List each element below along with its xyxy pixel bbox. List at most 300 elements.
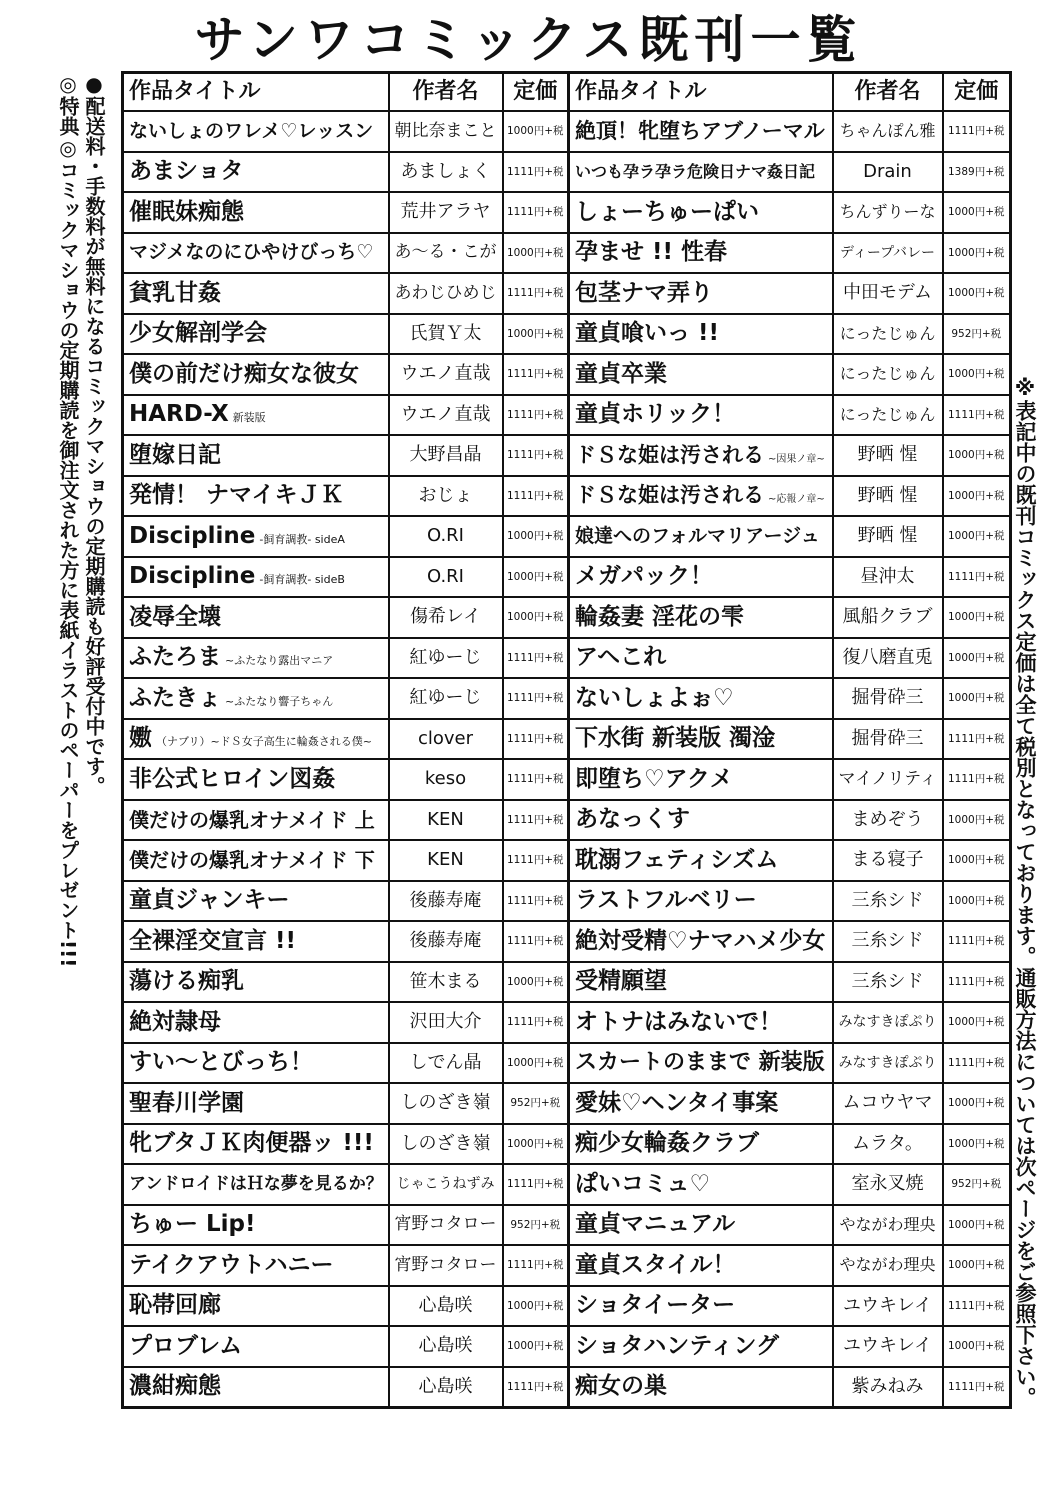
price-right-text: 1111円+税 (947, 975, 1005, 988)
table-row (123, 1043, 1011, 1084)
table-row (123, 435, 1011, 476)
author-left (389, 192, 503, 233)
price-left-text: 1111円+税 (506, 408, 564, 421)
title-right-text: ショタハンティング (575, 1332, 780, 1359)
title-right-text: アヘこれ (575, 644, 667, 671)
author-left (389, 638, 503, 679)
table-row (123, 314, 1011, 355)
author-left-text: 荒井アラヤ (400, 201, 491, 223)
author-left-text: clover (417, 727, 474, 749)
author-right-text: まる寝子 (851, 849, 924, 871)
price-left (503, 435, 569, 476)
author-left-text: 氏賀Ｙ太 (409, 322, 482, 344)
table-row (123, 759, 1011, 800)
table-row (123, 800, 1011, 841)
title-right (569, 638, 833, 679)
price-left (503, 152, 569, 193)
title-right (569, 800, 833, 841)
title-right (569, 1367, 833, 1408)
title-right (569, 1002, 833, 1043)
title-right (569, 111, 833, 152)
price-right (943, 800, 1011, 841)
author-right-text: ちゃんぽん雅 (839, 121, 936, 141)
price-left-text: 1111円+税 (506, 165, 564, 178)
author-left (389, 314, 503, 355)
title-right (569, 1043, 833, 1084)
title-right-text: 童貞ホリック！ (575, 401, 736, 428)
title-right-text: いつも孕ラ孕ラ危険日ナマ姦日記 (575, 161, 816, 181)
table-row (123, 881, 1011, 922)
price-right-text: 1000円+税 (947, 611, 1005, 623)
author-left (389, 962, 503, 1003)
author-left (389, 1245, 503, 1286)
title-right-text: ぱいコミュ♡ (575, 1170, 711, 1197)
author-right (833, 1286, 943, 1327)
price-left-text: 1000円+税 (506, 327, 564, 340)
price-right-text: 1000円+税 (947, 1097, 1005, 1109)
title-left-text: 牝ブタＪＫ肉便器ッ !!! (129, 1130, 374, 1157)
author-left-text: 後藤寿庵 (409, 889, 482, 911)
author-left (389, 1286, 503, 1327)
price-left-text: 1000円+税 (506, 530, 564, 542)
author-left-text: しでん晶 (409, 1051, 482, 1073)
author-left (389, 719, 503, 760)
price-right (943, 435, 1011, 476)
author-right (833, 516, 943, 557)
table-row (123, 921, 1011, 962)
title-left-text: 聖春川学園 (129, 1089, 244, 1116)
title-left (123, 840, 389, 881)
author-left (389, 152, 503, 193)
author-right-text: 掘骨砕三 (851, 687, 924, 709)
author-right (833, 314, 943, 355)
title-right (569, 233, 833, 274)
price-right (943, 152, 1011, 193)
author-right (833, 476, 943, 517)
title-right (569, 881, 833, 922)
table-row (123, 1367, 1011, 1408)
author-left (389, 1124, 503, 1165)
title-left-text: 堕嫁日記 (129, 441, 221, 468)
title-right (569, 1326, 833, 1367)
author-right (833, 1205, 943, 1246)
price-right-text: 1000円+税 (947, 1259, 1005, 1271)
title-left-text: HARD-X (129, 401, 229, 428)
title-right (569, 719, 833, 760)
author-right-text: 三糸シド (851, 930, 924, 952)
author-left (389, 395, 503, 436)
author-left-text: ウエノ直哉 (400, 363, 491, 385)
title-right-text: 耽溺フェティシズム (575, 846, 779, 873)
left-note-bonus: ◎特典◎コミックマショウの定期購読を御注文された方に表紙イラストのペーパーをプレゼント!!! (56, 72, 80, 968)
price-left (503, 800, 569, 841)
price-left (503, 273, 569, 314)
author-left (389, 476, 503, 517)
author-left-text: KEN (427, 849, 464, 871)
table-row (123, 1083, 1011, 1124)
table-row (123, 192, 1011, 233)
price-right-text: 1000円+税 (947, 854, 1005, 866)
author-left (389, 881, 503, 922)
price-right (943, 354, 1011, 395)
title-left-text: 僕だけの爆乳オナメイド 下 (129, 848, 375, 873)
price-left (503, 881, 569, 922)
price-left (503, 840, 569, 881)
author-right-text: にったじゅん (839, 404, 936, 424)
author-right-text: ユウキレイ (843, 1294, 932, 1316)
author-left (389, 921, 503, 962)
title-left (123, 921, 389, 962)
table-row (123, 152, 1011, 193)
author-right (833, 1083, 943, 1124)
author-right (833, 719, 943, 760)
title-left (123, 1326, 389, 1367)
price-left-text: 1111円+税 (506, 1259, 564, 1271)
title-left (123, 152, 389, 193)
title-right (569, 759, 833, 800)
price-right (943, 192, 1011, 233)
title-right (569, 678, 833, 719)
price-right (943, 759, 1011, 800)
author-left-text: 宵野コタロー (394, 1254, 497, 1275)
price-left-text: 1111円+税 (506, 935, 564, 947)
title-right-text: 愛妹♡ヘンタイ事案 (575, 1089, 779, 1116)
title-right-text: 童貞スタイル！ (575, 1251, 736, 1278)
author-left-text: おじょ (418, 484, 473, 506)
price-left (503, 638, 569, 679)
author-right (833, 354, 943, 395)
title-right-text: 即堕ち♡アクメ (575, 765, 733, 792)
author-right-text: 中田モデム (842, 282, 933, 304)
price-left-text: 1111円+税 (506, 813, 564, 826)
title-left-text: あまショタ (129, 158, 244, 185)
title-right (569, 1205, 833, 1246)
price-right-text: 1000円+税 (947, 530, 1005, 542)
price-right (943, 1326, 1011, 1367)
price-right (943, 881, 1011, 922)
table-row (123, 354, 1011, 395)
price-left-text: 952円+税 (510, 1097, 561, 1109)
price-left-text: 1000円+税 (506, 1299, 564, 1312)
price-right-text: 1111円+税 (947, 732, 1005, 745)
author-left-text: ウエノ直哉 (400, 403, 491, 425)
title-left-text: 少女解剖学会 (129, 320, 267, 347)
price-right-text: 1000円+税 (947, 206, 1005, 218)
author-right-text: みなすきぽぷり (838, 1054, 937, 1071)
price-right-text: 1111円+税 (947, 570, 1005, 583)
title-left-text: 発情！ ナマイキＪＫ (129, 482, 344, 509)
price-right-text: 1000円+税 (947, 489, 1005, 502)
author-right-text: ユウキレイ (843, 1335, 932, 1357)
price-left (503, 354, 569, 395)
table-row (123, 1124, 1011, 1165)
price-right-text: 1389円+税 (947, 165, 1005, 178)
title-left-subtitle: ~ふたなり露出マニア (225, 654, 334, 668)
author-right-text: 三糸シド (851, 889, 924, 911)
table-row (123, 395, 1011, 436)
price-right (943, 597, 1011, 638)
price-right (943, 638, 1011, 679)
author-right (833, 233, 943, 274)
price-right (943, 111, 1011, 152)
author-right (833, 1002, 943, 1043)
author-right-text: 昼沖太 (860, 565, 915, 587)
author-right (833, 1367, 943, 1408)
title-left (123, 354, 389, 395)
price-right-text: 1111円+税 (947, 773, 1005, 785)
author-left (389, 1367, 503, 1408)
price-left-text: 1111円+税 (506, 287, 564, 299)
title-left-text: マジメなのにひやけびっち♡ (129, 241, 374, 264)
title-right-text: 絶対受精♡ナマハメ少女 (575, 927, 826, 954)
price-right (943, 273, 1011, 314)
author-left-text: あわじひめじ (394, 282, 497, 303)
price-right-text: 1111円+税 (947, 1380, 1005, 1393)
title-left-text: 僕の前だけ痴女な彼女 (129, 360, 359, 387)
author-right (833, 111, 943, 152)
price-right (943, 1164, 1011, 1205)
author-right-text: まめぞう (851, 808, 924, 830)
title-left-text: ふたきょ (129, 684, 221, 711)
price-right-text: 1000円+税 (947, 1137, 1005, 1150)
title-right (569, 273, 833, 314)
author-left (389, 840, 503, 881)
title-left-text: 凌辱全壊 (129, 603, 221, 630)
title-right-text: ドＳな姫は汚される (575, 483, 764, 508)
title-right-text: あなっくす (575, 806, 690, 833)
price-left (503, 192, 569, 233)
table-row (123, 678, 1011, 719)
author-right-text: 三糸シド (851, 970, 924, 992)
title-right-text: ショタイーター (575, 1292, 736, 1319)
title-right-text: スカートのままで 新装版 (575, 1049, 825, 1075)
price-left (503, 233, 569, 274)
title-left (123, 395, 389, 436)
author-right-text: マイノリティ (838, 768, 937, 789)
title-right (569, 1124, 833, 1165)
author-right-text: ちんずりーな (839, 202, 936, 222)
author-left (389, 800, 503, 841)
table-row (123, 1245, 1011, 1286)
title-left (123, 1083, 389, 1124)
author-right (833, 1124, 943, 1165)
title-left (123, 1286, 389, 1327)
price-left-text: 1111円+税 (506, 1016, 564, 1028)
table-row (123, 476, 1011, 517)
title-left-text: Discipline (129, 563, 256, 590)
table-row (123, 233, 1011, 274)
title-left-text: ちゅー Lip! (129, 1211, 256, 1238)
author-right (833, 881, 943, 922)
title-right-text: 絶頂！牝堕ちアブノーマル (575, 118, 825, 143)
price-left (503, 1164, 569, 1205)
title-left-text: 絶対隷母 (129, 1008, 221, 1035)
price-right-text: 1000円+税 (947, 246, 1005, 259)
author-left-text: 笹木まる (409, 970, 482, 992)
price-right (943, 1367, 1011, 1408)
header-price-right: 定価 (943, 73, 1011, 112)
title-right (569, 516, 833, 557)
author-left (389, 435, 503, 476)
price-right-text: 1111円+税 (947, 1299, 1005, 1312)
title-right-text: しょーちゅーぱい (575, 198, 759, 225)
price-right-text: 1111円+税 (947, 1056, 1005, 1069)
price-left-text: 1000円+税 (506, 570, 564, 583)
title-right (569, 1083, 833, 1124)
table-row (123, 638, 1011, 679)
author-right-text: 風船クラブ (842, 606, 933, 628)
author-right-text: 野晒 惺 (857, 525, 918, 547)
title-left (123, 273, 389, 314)
title-left-text: ないしょのワレメ♡レッスン (129, 119, 374, 142)
title-left (123, 435, 389, 476)
price-right-text: 1000円+税 (947, 651, 1005, 664)
author-left-text: 傷希レイ (409, 606, 482, 628)
price-left-text: 1111円+税 (506, 368, 564, 380)
price-right (943, 516, 1011, 557)
price-left (503, 962, 569, 1003)
price-right-text: 952円+税 (951, 327, 1002, 340)
title-right (569, 314, 833, 355)
author-right (833, 1326, 943, 1367)
title-right (569, 1245, 833, 1286)
header-author-left: 作者名 (389, 73, 503, 112)
table-row (123, 1164, 1011, 1205)
title-left-text: 童貞ジャンキー (129, 887, 290, 914)
title-right (569, 557, 833, 598)
title-left (123, 233, 389, 274)
author-left-text: keso (424, 768, 467, 790)
price-right (943, 1043, 1011, 1084)
price-left (503, 314, 569, 355)
author-left (389, 273, 503, 314)
price-right (943, 678, 1011, 719)
author-right-text: ムラタ。 (852, 1132, 923, 1154)
price-left (503, 1367, 569, 1408)
price-right-text: 1000円+税 (947, 449, 1005, 461)
price-right (943, 314, 1011, 355)
price-right (943, 719, 1011, 760)
author-left-text: 紅ゆーじ (409, 646, 482, 668)
catalog-table (121, 71, 1012, 1409)
title-right (569, 395, 833, 436)
table-row (123, 1326, 1011, 1367)
title-left (123, 1205, 389, 1246)
table-row (123, 111, 1011, 152)
price-left-text: 1000円+税 (506, 1137, 564, 1150)
title-right-text: メガパック！ (575, 563, 713, 590)
author-right (833, 1043, 943, 1084)
price-left-text: 1111円+税 (506, 206, 564, 218)
author-right (833, 638, 943, 679)
price-left-text: 1111円+税 (506, 692, 564, 704)
price-left (503, 395, 569, 436)
author-left-text: 紅ゆーじ (409, 687, 482, 709)
price-right-text: 952円+税 (951, 1178, 1002, 1190)
header-price-left: 定価 (503, 73, 569, 112)
price-right-text: 1000円+税 (947, 1016, 1005, 1028)
title-right (569, 962, 833, 1003)
price-right (943, 476, 1011, 517)
title-left-text: すい～とびっち！ (129, 1049, 313, 1076)
title-right (569, 354, 833, 395)
title-right (569, 192, 833, 233)
title-left-text: 貧乳甘姦 (129, 279, 221, 306)
author-right (833, 273, 943, 314)
price-right-text: 1000円+税 (947, 1218, 1005, 1231)
author-left-text: 朝比奈まこと (394, 120, 497, 141)
author-left (389, 1043, 503, 1084)
title-left (123, 1043, 389, 1084)
author-left (389, 678, 503, 719)
price-left (503, 1286, 569, 1327)
title-left (123, 111, 389, 152)
title-right-text: 童貞喰いっ !! (575, 320, 719, 347)
table-row (123, 1205, 1011, 1246)
author-left (389, 233, 503, 274)
price-right (943, 840, 1011, 881)
header-title-right: 作品タイトル (569, 73, 833, 112)
price-left-text: 1000円+税 (506, 611, 564, 623)
author-right-text: Drain (863, 160, 912, 182)
price-left-text: 1111円+税 (506, 651, 564, 664)
author-left-text: じゃこうねずみ (396, 1176, 495, 1193)
title-left (123, 759, 389, 800)
title-left (123, 1124, 389, 1165)
title-right-text: オトナはみないで！ (575, 1008, 782, 1035)
title-right-text: ないしょよぉ♡ (575, 684, 734, 711)
author-left-text: 後藤寿庵 (409, 930, 482, 952)
title-left-text: アンドロイドはＨな夢を見るか？ (129, 1173, 383, 1194)
title-left-text: プロブレム (129, 1332, 243, 1359)
author-left-text: 心島咲 (418, 1335, 473, 1357)
author-left-text: 心島咲 (418, 1375, 473, 1397)
title-right-text: 童貞卒業 (575, 360, 667, 387)
author-right-text: ディープバレー (839, 244, 936, 261)
author-right (833, 395, 943, 436)
title-right (569, 476, 833, 517)
author-right-text: 紫みねみ (851, 1375, 924, 1397)
title-right-text: ラストフルベリー (575, 887, 757, 914)
price-left-text: 1111円+税 (506, 894, 564, 907)
title-right (569, 597, 833, 638)
price-right-text: 1000円+税 (947, 894, 1005, 907)
price-left-text: 1111円+税 (506, 732, 564, 745)
author-right-text: みなすきぽぷり (838, 1014, 937, 1031)
author-left (389, 1326, 503, 1367)
left-note-subscription: ●配送料・手数料が無料になるコミックマショウの定期購読も好評受付中です。 (82, 72, 106, 796)
price-right (943, 1286, 1011, 1327)
title-left (123, 314, 389, 355)
author-right-text: やながわ理央 (839, 1255, 936, 1275)
author-left-text: あましょく (400, 160, 491, 182)
price-left-text: 1000円+税 (506, 246, 564, 259)
price-left (503, 1002, 569, 1043)
title-left (123, 719, 389, 760)
title-right-subtitle: ~応報ノ章~ (768, 494, 825, 506)
price-left (503, 111, 569, 152)
title-right (569, 1164, 833, 1205)
author-right-text: 野晒 惺 (857, 444, 918, 466)
title-left-text: テイクアウトハニー (129, 1251, 334, 1278)
title-right-text: 下水街 新装版 濁淦 (575, 725, 776, 752)
author-right-text: 復八磨直兎 (842, 646, 933, 668)
price-left-text: 1000円+税 (506, 1340, 564, 1352)
author-right (833, 152, 943, 193)
title-left (123, 597, 389, 638)
price-left (503, 759, 569, 800)
price-left (503, 1043, 569, 1084)
